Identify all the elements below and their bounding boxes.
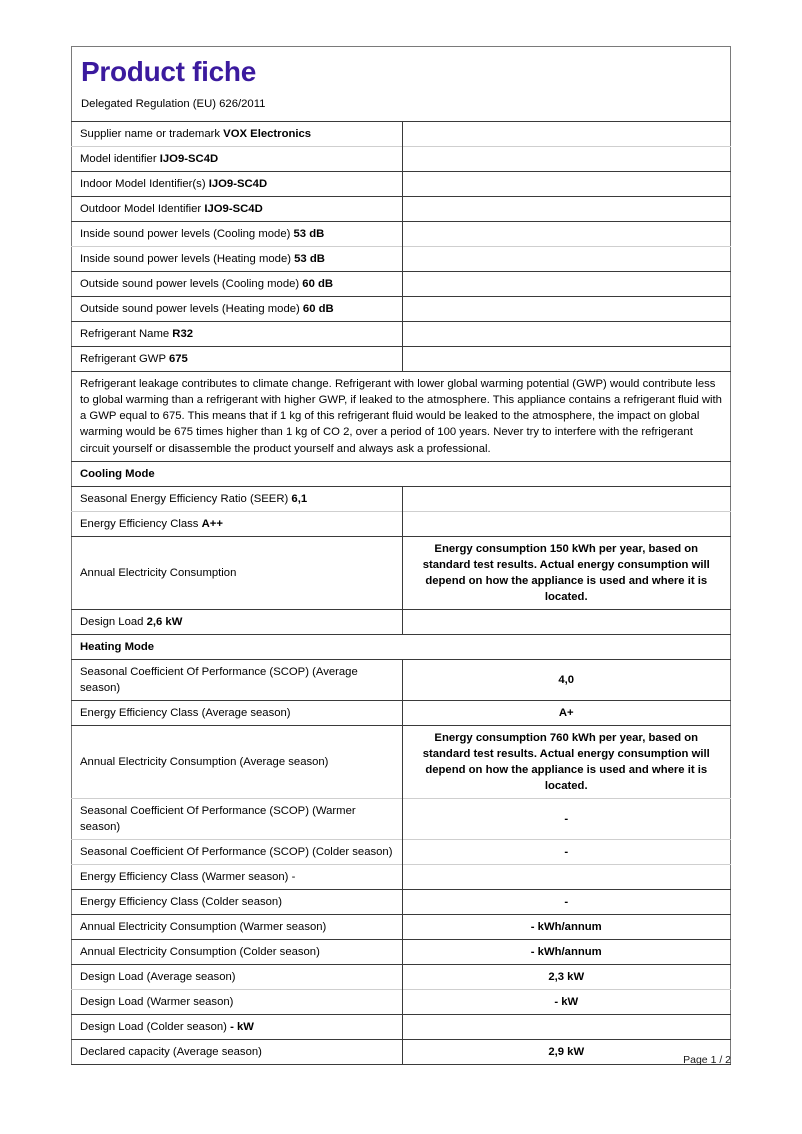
cell-seer-value <box>402 486 731 511</box>
table-row <box>72 700 731 725</box>
table-row <box>72 536 731 609</box>
cell-outside-cooling-label <box>72 272 403 297</box>
cell-cooling-design-load-label <box>72 609 403 634</box>
cell-heating-class-average-value: A+ <box>402 700 731 725</box>
inside-heating-label-text: Inside sound power levels (Heating mode) <box>80 253 295 266</box>
cell-refrigerant-name-value <box>402 322 731 347</box>
table-row <box>72 297 731 322</box>
table-row-refrigerant-notice <box>72 372 731 461</box>
table-row <box>72 347 731 372</box>
model-label-text: Model identifier <box>80 153 160 166</box>
table-row <box>72 865 731 890</box>
cell-heating-class-average-label: Energy Efficiency Class (Average season) <box>72 700 403 725</box>
cell-design-load-warmer-value: - kW <box>402 990 731 1015</box>
inside-cooling-label-text: Inside sound power levels (Cooling mode) <box>80 228 294 241</box>
heating-class-warmer-inline-value: - <box>291 871 296 884</box>
table-row <box>72 147 731 172</box>
table-row <box>72 915 731 940</box>
seer-value-text: 6,1 <box>291 492 308 505</box>
heating-class-warmer-label-text: Energy Efficiency Class (Warmer season) <box>80 871 292 884</box>
refrigerant-notice-text: Refrigerant leakage contributes to climate change. Refrigerant with lower global warming potential (GWP) would contribute less to global warming than a refrigerant with higher GWP, if leaked to the atmosphere. This appliance contains a refrigerant fluid with a GWP equal to 675. This means that if 1 kg of this refrigerant fluid would be leaked to the atmosphere, the impact on global warming would be 675 times higher than 1 kg of CO 2, over a period of 100 years. Never try to interfere with the refrigerant circuit yourself or disassemble the product yourself and always ask a professional. <box>72 372 731 461</box>
document-header <box>71 46 731 121</box>
cell-indoor-model-value <box>402 172 731 197</box>
table-row <box>72 799 731 840</box>
table-row <box>72 486 731 511</box>
indoor-value-text: IJO9-SC4D <box>208 178 268 191</box>
cell-supplier-label <box>72 122 403 147</box>
cell-design-load-warmer-label: Design Load (Warmer season) <box>72 990 403 1015</box>
table-row <box>72 272 731 297</box>
refrigerant-name-value-text: R32 <box>172 328 194 341</box>
cell-outside-heating-value <box>402 297 731 322</box>
cell-indoor-model-label <box>72 172 403 197</box>
cell-scop-average-label: Seasonal Coefficient Of Performance (SCOP) (Average season) <box>72 659 403 700</box>
cell-heating-class-colder-value: - <box>402 890 731 915</box>
table-row <box>72 940 731 965</box>
cooling-class-value-text: A++ <box>201 517 223 530</box>
cell-heating-annual-average-label: Annual Electricity Consumption (Average season) <box>72 725 403 798</box>
cooling-class-label-text: Energy Efficiency Class <box>80 517 202 530</box>
page-footer: Page 1 / 2 <box>683 1054 731 1066</box>
cell-heating-annual-average-value: Energy consumption 760 kWh per year, based on standard test results. Actual energy consumption will depend on how the appliance is used and where it is located. <box>402 725 731 798</box>
indoor-label-text: Indoor Model Identifier(s) <box>80 178 209 191</box>
supplier-label-text: Supplier name or trademark <box>80 128 224 141</box>
cell-scop-average-value: 4,0 <box>402 659 731 700</box>
outdoor-label-text: Outdoor Model Identifier <box>80 203 205 216</box>
cell-model-label <box>72 147 403 172</box>
product-fiche-sheet <box>71 46 731 1065</box>
refrigerant-gwp-value-text: 675 <box>168 353 188 366</box>
cell-cooling-annual-value: Energy consumption 150 kWh per year, based on standard test results. Actual energy consumption will depend on how the appliance is used and where it is located. <box>402 536 731 609</box>
table-row <box>72 609 731 634</box>
cell-refrigerant-name-label <box>72 322 403 347</box>
product-fiche-table <box>71 121 731 1065</box>
design-load-colder-inline-value: - kW <box>230 1021 254 1034</box>
cell-outside-heating-label <box>72 297 403 322</box>
table-row <box>72 247 731 272</box>
cell-design-load-average-label: Design Load (Average season) <box>72 965 403 990</box>
cell-scop-colder-value: - <box>402 840 731 865</box>
seer-label-text: Seasonal Energy Efficiency Ratio (SEER) <box>80 492 292 505</box>
cell-heating-annual-colder-label: Annual Electricity Consumption (Colder season) <box>72 940 403 965</box>
cell-heating-class-warmer-value <box>402 865 731 890</box>
cell-design-load-colder-value <box>402 1015 731 1040</box>
outside-cooling-value-text: 60 dB <box>302 278 334 291</box>
table-row <box>72 965 731 990</box>
cell-design-load-colder-label <box>72 1015 403 1040</box>
cell-heating-annual-colder-value: - kWh/annum <box>402 940 731 965</box>
inside-cooling-value-text: 53 dB <box>293 228 325 241</box>
cell-scop-warmer-value: - <box>402 799 731 840</box>
design-load-colder-label-text: Design Load (Colder season) <box>80 1021 231 1034</box>
table-row <box>72 659 731 700</box>
cell-inside-heating-label <box>72 247 403 272</box>
table-row <box>72 222 731 247</box>
cell-declared-capacity-value: 2,9 kW <box>402 1040 731 1065</box>
supplier-value-text: VOX Electronics <box>223 128 312 141</box>
table-row <box>72 172 731 197</box>
cell-cooling-annual-label: Annual Electricity Consumption <box>72 536 403 609</box>
section-header-cooling <box>72 461 731 486</box>
cell-scop-warmer-label: Seasonal Coefficient Of Performance (SCOP) (Warmer season) <box>72 799 403 840</box>
cell-declared-capacity-label: Declared capacity (Average season) <box>72 1040 403 1065</box>
table-row <box>72 990 731 1015</box>
cell-model-value <box>402 147 731 172</box>
table-row <box>72 890 731 915</box>
table-row <box>72 840 731 865</box>
cell-cooling-design-load-value <box>402 609 731 634</box>
cell-inside-cooling-value <box>402 222 731 247</box>
cell-heating-annual-warmer-value: - kWh/annum <box>402 915 731 940</box>
outside-heating-label-text: Outside sound power levels (Heating mode) <box>80 303 303 316</box>
cooling-mode-header-text: Cooling Mode <box>72 461 731 486</box>
cell-outdoor-model-label <box>72 197 403 222</box>
heating-mode-header-text: Heating Mode <box>72 634 731 659</box>
cell-outdoor-model-value <box>402 197 731 222</box>
table-row <box>72 322 731 347</box>
outdoor-value-text: IJO9-SC4D <box>204 203 263 216</box>
cell-seer-label <box>72 486 403 511</box>
cooling-design-load-label-text: Design Load <box>80 615 147 628</box>
cell-cooling-class-value <box>402 511 731 536</box>
cell-supplier-value <box>402 122 731 147</box>
table-row <box>72 122 731 147</box>
cooling-design-load-value-text: 2,6 kW <box>146 615 183 628</box>
table-row <box>72 725 731 798</box>
cell-heating-class-warmer-label <box>72 865 403 890</box>
refrigerant-name-label-text: Refrigerant Name <box>80 328 173 341</box>
cell-heating-class-colder-label: Energy Efficiency Class (Colder season) <box>72 890 403 915</box>
cell-inside-heating-value <box>402 247 731 272</box>
model-value-text: IJO9-SC4D <box>159 153 219 166</box>
table-row <box>72 197 731 222</box>
page-title: Product fiche <box>81 56 257 87</box>
cell-heating-annual-warmer-label: Annual Electricity Consumption (Warmer season) <box>72 915 403 940</box>
cell-cooling-class-label <box>72 511 403 536</box>
cell-design-load-average-value: 2,3 kW <box>402 965 731 990</box>
section-header-heating <box>72 634 731 659</box>
regulation-subtitle: Delegated Regulation (EU) 626/2011 <box>81 98 266 111</box>
cell-refrigerant-gwp-value <box>402 347 731 372</box>
table-row <box>72 511 731 536</box>
cell-scop-colder-label: Seasonal Coefficient Of Performance (SCOP) (Colder season) <box>72 840 403 865</box>
refrigerant-gwp-label-text: Refrigerant GWP <box>80 353 169 366</box>
inside-heating-value-text: 53 dB <box>294 253 325 266</box>
table-row <box>72 1015 731 1040</box>
cell-outside-cooling-value <box>402 272 731 297</box>
outside-cooling-label-text: Outside sound power levels (Cooling mode) <box>80 278 303 291</box>
cell-refrigerant-gwp-label <box>72 347 403 372</box>
outside-heating-value-text: 60 dB <box>302 303 334 316</box>
cell-inside-cooling-label <box>72 222 403 247</box>
